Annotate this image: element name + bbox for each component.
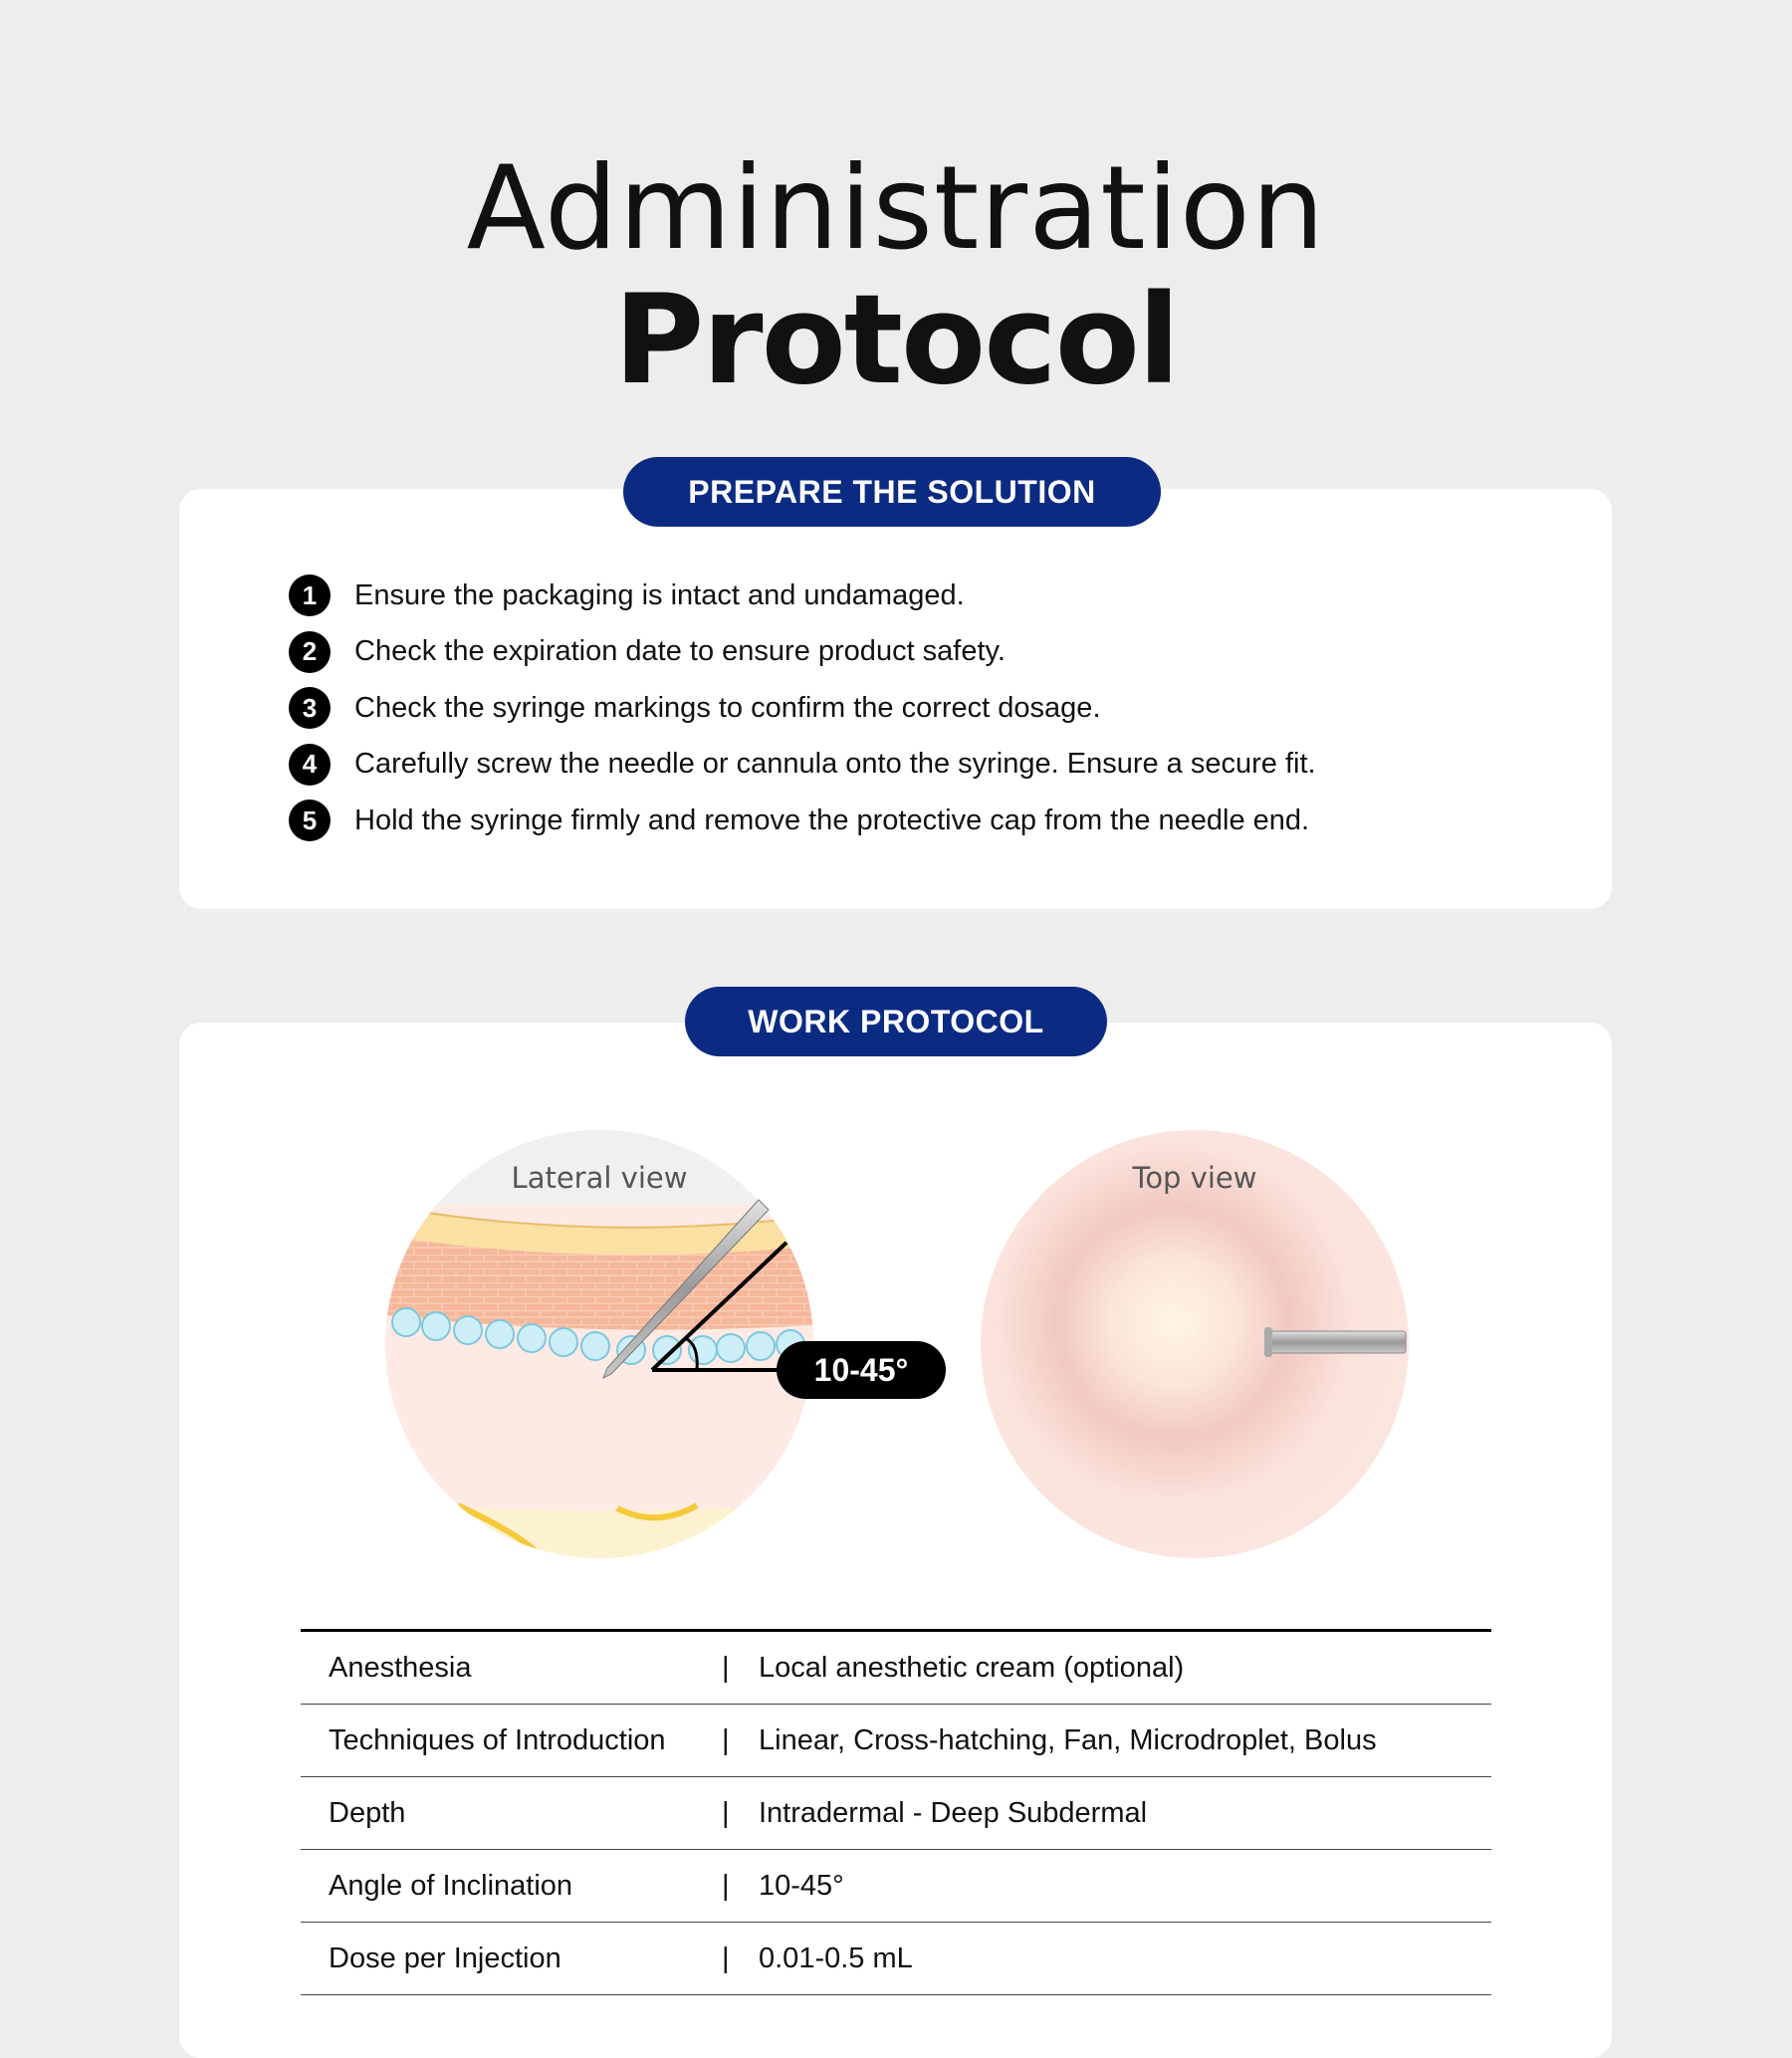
step-number: 1 [289, 574, 331, 616]
prepare-heading: PREPARE THE SOLUTION [623, 457, 1161, 527]
step-text: Hold the syringe firmly and remove the protective cap from the needle end. [354, 803, 1310, 836]
param-separator: | [721, 1705, 759, 1777]
step-text: Carefully screw the needle or cannula onto the syringe. Ensure a secure fit. [354, 748, 1316, 781]
top-view-label: Top view [1132, 1161, 1257, 1195]
param-name: Angle of Inclination [301, 1850, 721, 1923]
step-number: 2 [289, 631, 331, 673]
page-title-line1: Administration [466, 141, 1326, 276]
param-value: Intradermal - Deep Subdermal [759, 1777, 1491, 1850]
table-row [301, 1777, 1491, 1850]
lateral-view-label: Lateral view [511, 1161, 688, 1195]
param-separator: | [721, 1923, 759, 1995]
param-separator: | [721, 1631, 759, 1705]
page-title-line2: Protocol [613, 269, 1179, 412]
param-name: Dose per Injection [301, 1923, 721, 1995]
param-name: Anesthesia [301, 1631, 721, 1705]
param-value: 0.01-0.5 mL [759, 1923, 1491, 1995]
table-row [301, 1850, 1491, 1923]
table-row [301, 1923, 1491, 1995]
step-number: 4 [289, 744, 331, 786]
param-separator: | [721, 1777, 759, 1850]
work-heading: WORK PROTOCOL [685, 987, 1107, 1056]
param-value: 10-45° [759, 1850, 1491, 1923]
angle-badge: 10-45° [777, 1341, 946, 1399]
param-value: Local anesthetic cream (optional) [759, 1631, 1491, 1705]
table-row [301, 1705, 1491, 1777]
step-number: 5 [289, 800, 331, 841]
table-row [301, 1631, 1491, 1705]
param-separator: | [721, 1850, 759, 1923]
step-number: 3 [289, 687, 331, 729]
parameters-table [301, 1629, 1491, 1995]
step-text: Check the syringe markings to confirm the correct dosage. [354, 691, 1101, 724]
param-name: Techniques of Introduction [301, 1705, 721, 1777]
step-text: Check the expiration date to ensure product safety. [354, 635, 1006, 668]
step-text: Ensure the packaging is intact and undamaged. [354, 578, 965, 611]
param-name: Depth [301, 1777, 721, 1850]
param-value: Linear, Cross-hatching, Fan, Microdroplet, Bolus [759, 1705, 1491, 1777]
